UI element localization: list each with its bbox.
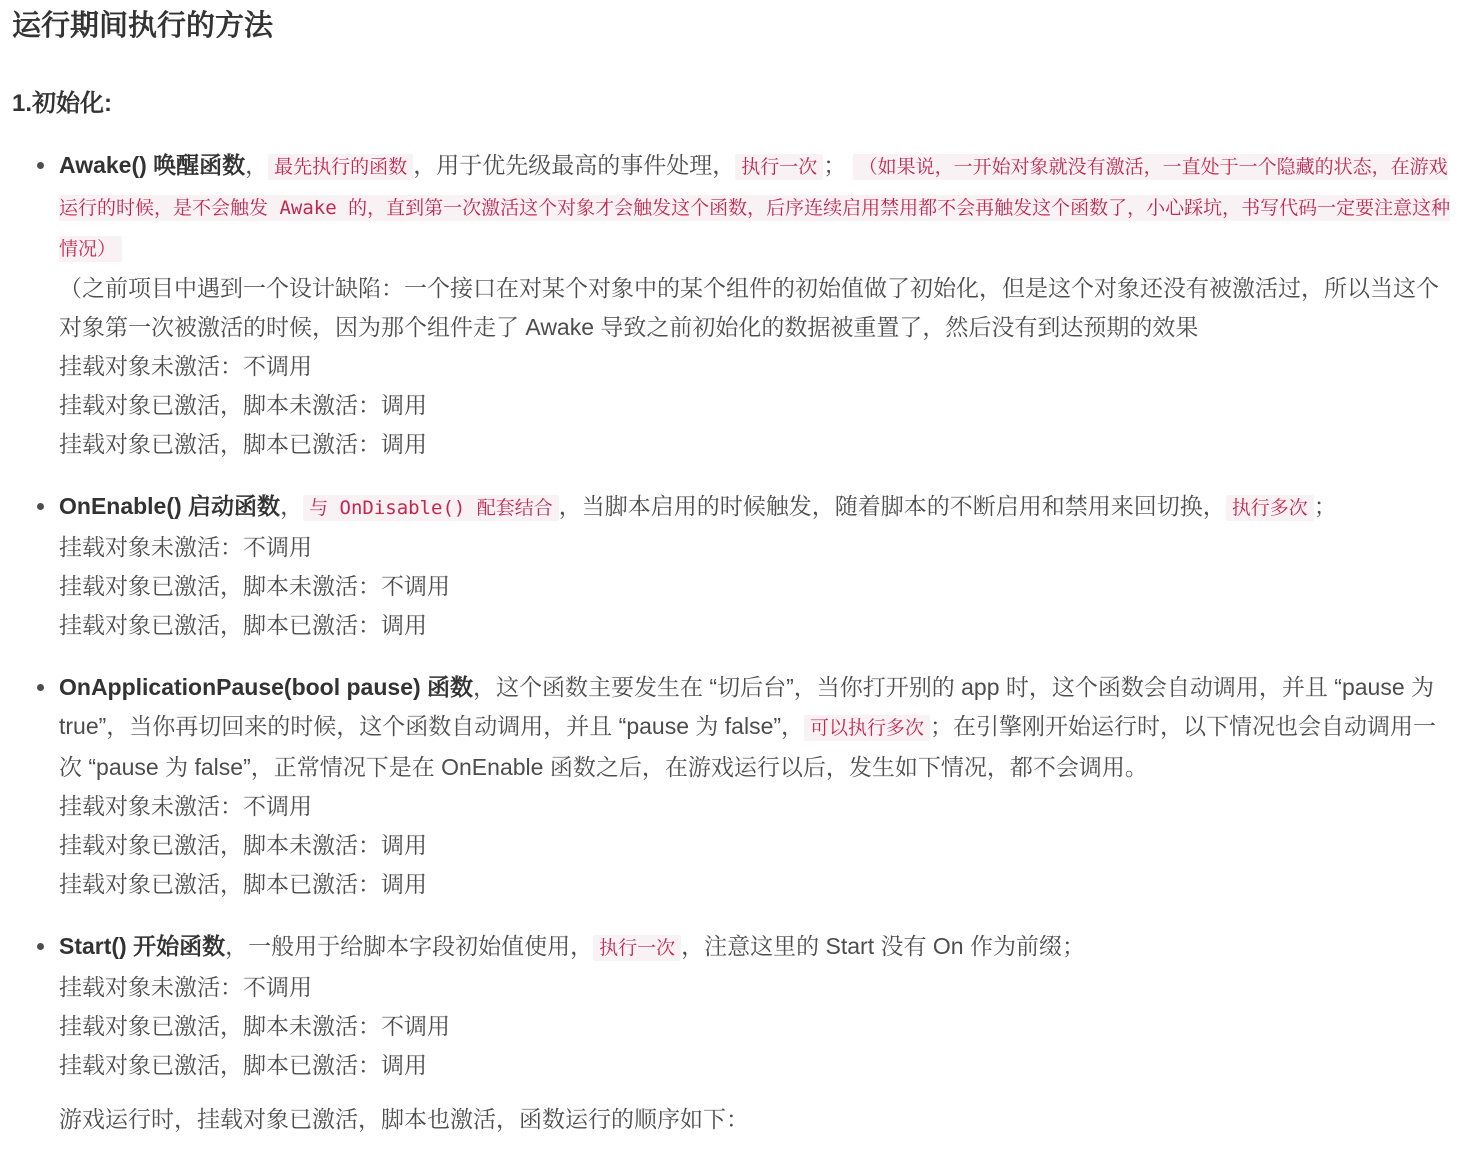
- section-heading: 1.初始化:: [12, 90, 113, 117]
- status-line: 挂载对象未激活：不调用: [59, 353, 312, 379]
- status-line: 挂载对象未激活：不调用: [59, 534, 312, 560]
- list-item-awake: [0, 146, 1465, 464]
- text-segment: （之前项目中遇到一个设计缺陷：一个接口在对某个对象中的某个组件的初始值做了初始化，但是这个对象还没有被激活过，所以当这个对象第一次被激活的时候，因为那个组件走了 Awake 导致之前初始化的数据被重置了，然后没有到达预期的效果: [59, 275, 1439, 340]
- status-line: 挂载对象未激活：不调用: [59, 974, 312, 1000]
- text-segment: ，: [280, 493, 304, 519]
- status-line: 挂载对象已激活，脚本已激活：调用: [59, 612, 427, 638]
- text-segment: ；: [1313, 493, 1337, 519]
- text-segment: ，这个函数主要发生在 “切后台”，当你打开别的 app 时，这个函数会自动调用，并且 “pause 为 true”，当你再切回来的时候，这个函数自动调用，并且 “pause 为 false”，: [59, 674, 1435, 739]
- bullet-icon: [37, 503, 44, 510]
- term-onenable: OnEnable() 启动函数: [59, 493, 281, 519]
- bullet-icon: [37, 943, 44, 950]
- text-segment: ；在引擎刚开始运行时，以下情况也会自动调用一次 “pause 为 false”，正常情况下是在 OnEnable 函数之后，在游戏运行以后，发生如下情况，都不会调用。: [59, 713, 1437, 780]
- status-line: 挂载对象已激活，脚本未激活：不调用: [59, 573, 450, 599]
- text-segment: ，一般用于给脚本字段初始值使用，: [225, 933, 594, 959]
- text-segment: ，: [245, 152, 269, 178]
- text-segment: ，用于优先级最高的事件处理，: [413, 152, 736, 178]
- status-line: 挂载对象已激活，脚本已激活：调用: [59, 871, 427, 897]
- code-highlight: 执行一次: [735, 154, 823, 180]
- list-item-start: [0, 927, 1465, 1085]
- term-onapplicationpause: OnApplicationPause(bool pause) 函数: [59, 674, 474, 700]
- text-segment: ，当脚本启用的时候触发，随着脚本的不断启用和禁用来回切换，: [558, 493, 1226, 519]
- list-item-onenable: [0, 487, 1465, 645]
- list-item-onapplicationpause: [0, 668, 1465, 904]
- code-highlight: 执行一次: [593, 935, 681, 961]
- text-segment: ，注意这里的 Start 没有 On 作为前缀；: [681, 933, 1085, 959]
- status-line: 挂载对象已激活，脚本未激活：调用: [59, 832, 427, 858]
- term-start: Start() 开始函数: [59, 933, 226, 959]
- code-highlight: 与 OnDisable() 配套结合: [303, 495, 559, 521]
- text-segment: ；: [823, 152, 847, 178]
- status-line: 挂载对象已激活，脚本已激活：调用: [59, 1052, 427, 1078]
- closing-paragraph: 游戏运行时，挂载对象已激活，脚本也激活，函数运行的顺序如下：: [59, 1106, 749, 1132]
- code-highlight: 可以执行多次: [804, 715, 930, 741]
- bullet-icon: [37, 162, 44, 169]
- code-highlight: （如果说，一开始对象就没有激活，一直处于一个隐藏的状态，在游戏运行的时候，是不会触发 Awake 的，直到第一次激活这个对象才会触发这个函数，后序连续启用禁用都不会再触发这个函数了，小心踩坑，书写代码一定要注意这种情况）: [59, 156, 1451, 260]
- term-awake: Awake() 唤醒函数: [59, 152, 246, 178]
- status-line: 挂载对象已激活，脚本未激活：调用: [59, 392, 427, 418]
- method-list: [0, 146, 1465, 1085]
- code-highlight: 最先执行的函数: [268, 154, 413, 180]
- status-line: 挂载对象未激活：不调用: [59, 793, 312, 819]
- code-highlight: 执行多次: [1226, 495, 1314, 521]
- page-title: 运行期间执行的方法: [12, 10, 274, 42]
- status-line: 挂载对象已激活，脚本已激活：调用: [59, 431, 427, 457]
- bullet-icon: [37, 684, 44, 691]
- status-line: 挂载对象已激活，脚本未激活：不调用: [59, 1013, 450, 1039]
